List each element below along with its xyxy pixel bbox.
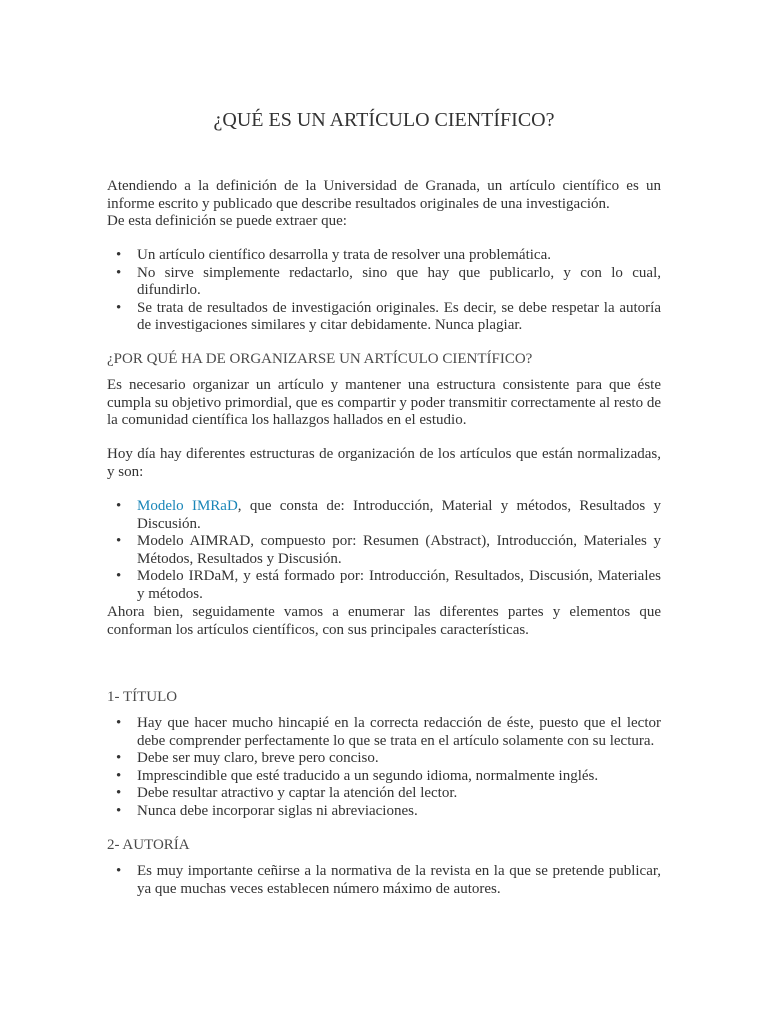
list-item: • Hay que hacer mucho hincapié en la correcta redacción de éste, puesto que el lector debe comprender perfectamente lo que se trata en el artículo solamente con su lectura. [137, 715, 661, 750]
authorship-points [107, 863, 661, 898]
intro-definition: Atendiendo a la definición de la Universidad de Granada, un artículo científico es un informe escrito y publicado que describe resultados originales de una investigación. [107, 178, 661, 212]
why-paragraph-1: Es necesario organizar un artículo y mantener una estructura consistente para que éste cumpla su objetivo primordial, que es compartir y poder transmitir correctamente al resto de la comunidad científica los hallazgos hallados en el estudio. [107, 377, 661, 428]
list-item: • No sirve simplemente redactarlo, sino que hay que publicarlo, y con lo cual, difundirlo. [137, 265, 661, 300]
list-item: • Es muy importante ceñirse a la normativa de la revista en la que se pretende publicar, ya que muchas veces establecen número máximo de autores. [137, 863, 661, 898]
title-points [107, 715, 661, 820]
list-item: • Imprescindible que esté traducido a un segundo idioma, normalmente inglés. [137, 768, 661, 786]
section-heading-why: ¿POR QUÉ HA DE ORGANIZARSE UN ARTÍCULO CIENTÍFICO? [107, 351, 533, 367]
list-item: • Un artículo científico desarrolla y trata de resolver una problemática. [137, 247, 661, 265]
title-points-container [107, 715, 661, 820]
list-item-imrad [137, 498, 661, 533]
list-item-aimrad: • Modelo AIMRAD, compuesto por: Resumen (Abstract), Introducción, Materiales y Métodos, Resultados y Discusión. [137, 533, 661, 568]
why-closing-paragraph: Ahora bien, seguidamente vamos a enumerar las diferentes partes y elementos que conforman los artículos científicos, con sus principales características. [107, 604, 661, 638]
intro-points [107, 247, 661, 335]
list-item: • Debe ser muy claro, breve pero conciso. [137, 750, 661, 768]
models-list [107, 498, 661, 603]
intro-lead-in: De esta definición se puede extraer que: [107, 213, 347, 229]
list-item: • Debe resultar atractivo y captar la atención del lector. [137, 785, 661, 803]
imrad-description: , que consta de: Introducción, Material y métodos, Resultados y Discusión. [137, 498, 661, 532]
section-heading-title: 1- TÍTULO [107, 689, 178, 705]
models-list-container [107, 498, 661, 603]
section-heading-authorship: 2- AUTORÍA [107, 837, 190, 853]
list-item: • Nunca debe incorporar siglas ni abreviaciones. [137, 803, 661, 821]
intro-points-list [107, 247, 661, 335]
why-paragraph-2: Hoy día hay diferentes estructuras de organización de los artículos que están normalizadas, y son: [107, 446, 661, 480]
imrad-link[interactable]: Modelo IMRaD [137, 498, 238, 514]
list-item: • Se trata de resultados de investigación originales. Es decir, se debe respetar la autoría de investigaciones similares y citar debidamente. Nunca plagiar. [137, 300, 661, 335]
document-title: ¿QUÉ ES UN ARTÍCULO CIENTÍFICO? [213, 109, 555, 131]
authorship-points-container [107, 863, 661, 898]
intro-paragraph [107, 178, 661, 231]
list-item-irdam: • Modelo IRDaM, y está formado por: Introducción, Resultados, Discusión, Materiales y métodos. [137, 568, 661, 603]
